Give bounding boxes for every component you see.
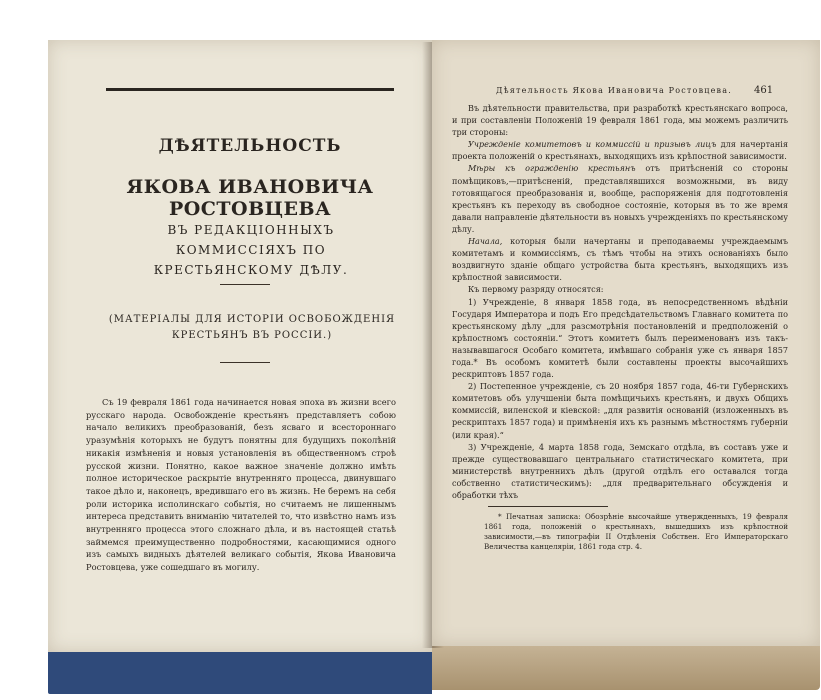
title-line-2: ЯКОВА ИВАНОВИЧА РОСТОВЦЕВА	[126, 176, 374, 220]
left-page	[48, 40, 432, 652]
paragraph-2-rest: для начертанія проекта положеній о крестьянахъ, выходящихъ изъ крѣпостной зависимости.	[452, 139, 788, 162]
divider-short-2	[220, 362, 270, 363]
paragraph-3-rest: отъ притѣсненій со стороны помѣщиковъ,—притѣсненій, представлявшихся возможными, въ виду готовящагося преобразованія и, вообще, распоряженія для подготовленія крестьянъ къ переходу въ свободное состояніе, которыя въ то же время давали направленіе дѣятельности въ новыхъ учрежденіяхъ по крестьянскому дѣлу.	[452, 163, 788, 234]
running-head: Дѣятельность Якова Ивановича Ростовцева.	[496, 86, 732, 95]
subtitle: ВЪ РЕДАКЦІОННЫХЪ КОММИССІЯХЪ ПО КРЕСТЬЯНСКОМУ ДѢЛУ.	[153, 223, 349, 277]
paragraph-2-italic: Учрежденіе комитетовъ и коммиссій и призывъ лицъ	[468, 139, 717, 150]
paragraph-8: 3) Учрежденіе, 4 марта 1858 года, Земскаго отдѣла, въ составъ уже и прежде существовавшаго центральнаго статистическаго комитета, при министерствѣ внутреннихъ дѣлъ (другой отдѣлъ его оставался тогда собственно статистическимъ): „для предварительнаго обсужденія и обработки тѣхъ	[452, 441, 788, 500]
paragraph-5: Къ первому разряду относятся:	[468, 284, 604, 295]
paragraph-4	[452, 235, 788, 283]
book-page-edges	[432, 640, 820, 690]
top-rule	[106, 88, 394, 91]
right-body-text	[452, 102, 788, 501]
paragraph-3	[452, 162, 788, 235]
open-book	[22, 20, 800, 680]
paragraph-6: 1) Учрежденіе, 8 января 1858 года, въ непосредственномъ вѣдѣніи Государя Императора и подъ Его предсѣдательствомъ Главнаго комитета по крестьянскому дѣлу „для разсмотрѣнія постановленій и предположеній о крѣпостномъ состояніи.“ Этотъ комитетъ былъ переименованъ изъ такъ-называвшагося Особаго комитета, имѣвшаго собранія уже съ января 1857 года.* Въ особомъ комитетѣ были составлены проекты высочайшихъ рескриптовъ 1857 года.	[452, 296, 788, 380]
paragraph-2	[452, 138, 788, 162]
left-body-text	[86, 396, 396, 574]
title-line-1: ДѢЯТЕЛЬНОСТЬ	[158, 136, 342, 156]
paragraph-1: Въ дѣятельности правительства, при разработкѣ крестьянскаго вопроса, и при составленіи Положеній 19 февраля 1861 года, мы можемъ различить три стороны:	[452, 103, 788, 138]
paragraph-4-italic: Начала,	[468, 236, 503, 247]
materials-caption: (МАТЕРІАЛЫ ДЛЯ ИСТОРІИ ОСВОБОЖДЕНІЯ КРЕСТЬЯНЪ ВЪ РОССІИ.)	[108, 314, 396, 341]
page-number: 461	[754, 85, 774, 96]
right-page	[432, 40, 820, 646]
book-cover-blue	[48, 646, 432, 694]
paragraph-7: 2) Постепенное учрежденіе, съ 20 ноября 1857 года, 46-ти Губернскихъ комитетовъ объ улучшеніи быта помѣщичьихъ крестьянъ, и двухъ Общихъ коммиссій, виленской и кіевской: „для развитія основаній (изложенныхъ въ рескриптахъ 1857 года) и примѣненія ихъ къ разнымъ мѣстностямъ губерніи (или края).“	[452, 381, 788, 440]
footnote	[484, 512, 788, 552]
left-paragraph: Съ 19 февраля 1861 года начинается новая эпоха въ жизни всего русскаго народа. Освобожденіе крестьянъ представляетъ собою начало великихъ преобразованій, безъ ясваго и всестороннаго уразумѣнія которыхъ не будутъ понятны для будущихъ поколѣній никакія измѣненія и новыя установленія въ общественномъ строѣ русской жизни. Понятно, какое важное значеніе должно имѣть полное историческое раскрытіе внутренняго процесса, двинувшаго такое дѣло и, наконецъ, вредившаго его въ жизнь. Не беремъ на себя роли историка исполинскаго событія, но считаемъ не лишеннымъ интереса представить вниманію читателей то, что извѣстно намъ изъ внутренняго процесса этого сложнаго дѣла, и въ настоящей статьѣ займемся преимущественно подробностями, касающимися одного изъ самыхъ видныхъ дѣятелей великаго событія, Якова Ивановича Ростовцева, уже сошедшаго въ могилу.	[86, 397, 396, 573]
footnote-rule	[488, 506, 608, 507]
divider-short	[220, 284, 270, 285]
paragraph-3-italic: Мѣры къ огражденію крестьянъ	[468, 163, 636, 174]
paragraph-4-rest: которыя были начертаны и преподаваемы учреждаемымъ комитетамъ и коммиссіямъ, съ тѣмъ чтобы на этихъ основаніяхъ было воздвигнуто зданіе общаго устройства быта крестьянъ, выходящихъ изъ крѣпостной зависимости.	[452, 236, 788, 283]
footnote-text: * Печатная записка: Обозрѣніе высочайше утвержденныхъ, 19 февраля 1861 года, положеній о крестьянахъ, вышедшихъ изъ крѣпостной зависимости,—въ типографіи II Отдѣленія Собствен. Его Императорскаго Величества канцеляріи, 1861 года стр. 4.	[484, 512, 788, 551]
